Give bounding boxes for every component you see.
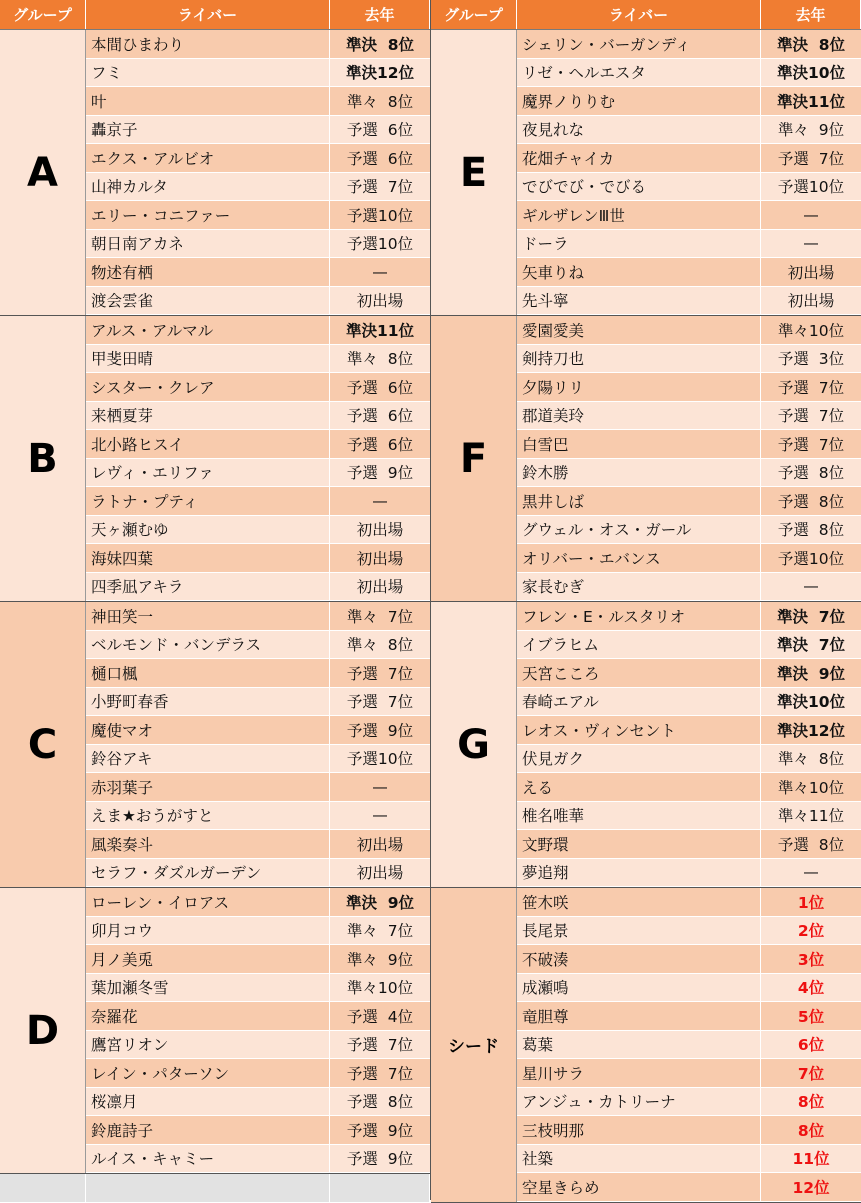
last-year-result: 予選 7位 [330,659,430,687]
last-year-result: 初出場 [330,287,430,315]
last-year-result: 予選 7位 [761,373,861,401]
table-row [517,230,861,259]
liver-name: レオス・ヴィンセント [517,716,761,744]
liver-name: 小野町春香 [86,688,330,716]
last-year-result: 初出場 [761,258,861,286]
last-year-result: 初出場 [330,573,430,601]
table-row [86,430,430,459]
group-rows [86,30,430,315]
header-row-right [431,0,861,30]
table-row [517,402,861,431]
last-year-result: 予選 6位 [330,430,430,458]
table-row [517,287,861,316]
liver-name: 夢追翔 [517,859,761,887]
last-year-result: 初出場 [330,859,430,887]
last-year-result: 予選 6位 [330,116,430,144]
table-row [86,144,430,173]
empty-row [0,1174,430,1202]
liver-name: 黒井しば [517,487,761,515]
last-year-result: 準々10位 [761,316,861,344]
group-rows [86,602,430,887]
table-row [517,144,861,173]
last-year-result: — [761,573,861,601]
table-row [86,487,430,516]
last-year-result: 初出場 [330,516,430,544]
table-row [517,1116,861,1145]
table-row [86,116,430,145]
last-year-result: 準々 7位 [330,602,430,630]
table-row [517,802,861,831]
liver-name: レヴィ・エリファ [86,459,330,487]
liver-name: 本間ひまわり [86,30,330,58]
last-year-result: 予選 7位 [330,1031,430,1059]
liver-name: 神田笑一 [86,602,330,630]
table-row [86,631,430,660]
table-row [86,516,430,545]
liver-name: 北小路ヒスイ [86,430,330,458]
table-row [86,87,430,116]
last-year-result: 予選 7位 [761,402,861,430]
last-year-result: 準決 9位 [330,888,430,916]
right-column [431,0,861,1203]
seed-rank: 7位 [761,1059,861,1087]
table-row [86,1002,430,1031]
liver-name: 朝日南アカネ [86,230,330,258]
liver-name: えま★おうがすと [86,802,330,830]
liver-name: ベルモンド・バンデラス [86,631,330,659]
last-year-result: 準決12位 [761,716,861,744]
table-row [86,459,430,488]
table-row [86,287,430,316]
last-year-result: 予選10位 [761,544,861,572]
liver-name: 海妹四葉 [86,544,330,572]
header-last-year: 去年 [330,0,430,29]
table-row [517,1145,861,1174]
table-row [517,201,861,230]
table-row [86,1088,430,1117]
last-year-result: 準決12位 [330,59,430,87]
table-row [86,544,430,573]
header-liver: ライバー [517,0,761,29]
last-year-result: 予選 7位 [330,1059,430,1087]
table-row [517,116,861,145]
liver-name: 卯月コウ [86,917,330,945]
group-label: E [431,30,517,315]
table-row [86,945,430,974]
liver-name: 伏見ガク [517,745,761,773]
last-year-result: 準々 9位 [330,945,430,973]
liver-name: 天宮こころ [517,659,761,687]
liver-name: でびでび・でびる [517,173,761,201]
table-row [517,59,861,88]
last-year-result: 予選 7位 [330,688,430,716]
liver-name: 魔界ノりりむ [517,87,761,115]
group-label: シード [431,888,517,1202]
group-block [431,888,861,1203]
last-year-result: 予選 6位 [330,144,430,172]
group-block [0,888,430,1174]
liver-name: 月ノ美兎 [86,945,330,973]
last-year-result: 準決 8位 [761,30,861,58]
last-year-result: 準々10位 [330,974,430,1002]
liver-name: リゼ・ヘルエスタ [517,59,761,87]
table-row [517,745,861,774]
group-block [0,316,430,602]
liver-name: 笹木咲 [517,888,761,916]
liver-name: 長尾景 [517,917,761,945]
liver-name: 山神カルタ [86,173,330,201]
table-row [517,1031,861,1060]
last-year-result: — [330,773,430,801]
table-row [86,888,430,917]
seed-rank: 8位 [761,1088,861,1116]
last-year-result: 準決10位 [761,59,861,87]
liver-name: オリバー・エバンス [517,544,761,572]
liver-name: フミ [86,59,330,87]
group-rows [517,316,861,601]
last-year-result: 準々 7位 [330,917,430,945]
table-row [517,1059,861,1088]
seed-rank: 8位 [761,1116,861,1144]
liver-name: グウェル・オス・ガール [517,516,761,544]
last-year-result: 準決11位 [761,87,861,115]
last-year-result: 準決 9位 [761,659,861,687]
liver-name: 先斗寧 [517,287,761,315]
table-row [517,373,861,402]
last-year-result: 予選 9位 [330,1116,430,1144]
table-row [86,659,430,688]
last-year-result: 予選10位 [761,173,861,201]
liver-name: 赤羽葉子 [86,773,330,801]
group-rows [517,888,861,1202]
header-row-left [0,0,430,30]
table-row [517,316,861,345]
group-rows [517,602,861,887]
left-groups [0,30,430,1174]
liver-name: セラフ・ダズルガーデン [86,859,330,887]
last-year-result: 予選 9位 [330,1145,430,1173]
table-row [86,173,430,202]
liver-name: イブラヒム [517,631,761,659]
liver-name: 渡会雲雀 [86,287,330,315]
right-groups [431,30,861,1203]
last-year-result: 予選 7位 [761,144,861,172]
liver-name: フレン・E・ルスタリオ [517,602,761,630]
last-year-result: 予選 7位 [761,430,861,458]
liver-name: エリー・コニファー [86,201,330,229]
last-year-result: 予選 8位 [761,516,861,544]
table-row [517,516,861,545]
last-year-result: 予選10位 [330,745,430,773]
group-block [431,602,861,888]
liver-name: 風楽奏斗 [86,830,330,858]
last-year-result: 準々10位 [761,773,861,801]
liver-name: エクス・アルビオ [86,144,330,172]
table-row [86,345,430,374]
table-row [86,773,430,802]
left-column [0,0,430,1202]
liver-name: える [517,773,761,801]
group-rows [517,30,861,315]
table-row [517,945,861,974]
table-row [86,974,430,1003]
last-year-result: 準決10位 [761,688,861,716]
seed-rank: 4位 [761,974,861,1002]
table-row [517,459,861,488]
liver-name: シェリン・バーガンディ [517,30,761,58]
last-year-result: 予選 8位 [761,830,861,858]
table-row [86,1059,430,1088]
last-year-result: 準決 8位 [330,30,430,58]
table-row [86,859,430,888]
liver-name: 家長むぎ [517,573,761,601]
table-row [517,1088,861,1117]
liver-name: 花畑チャイカ [517,144,761,172]
table-row [86,602,430,631]
last-year-result: — [330,258,430,286]
last-year-result: 予選 8位 [761,459,861,487]
last-year-result: — [330,802,430,830]
group-label: A [0,30,86,315]
last-year-result: 準々 9位 [761,116,861,144]
last-year-result: 準々 8位 [330,87,430,115]
seed-rank: 2位 [761,917,861,945]
table-row [517,888,861,917]
table-row [86,917,430,946]
last-year-result: 予選 9位 [330,459,430,487]
table-row [517,917,861,946]
liver-name: 社築 [517,1145,761,1173]
liver-name: ラトナ・プティ [86,487,330,515]
table-row [86,745,430,774]
table-row [517,688,861,717]
liver-name: 鈴木勝 [517,459,761,487]
table-row [86,802,430,831]
table-row [86,573,430,602]
group-block [431,316,861,602]
table-row [517,544,861,573]
last-year-result: 予選 4位 [330,1002,430,1030]
table-row [517,1173,861,1202]
table-row [86,716,430,745]
group-block [431,30,861,316]
header-group: グループ [431,0,517,29]
liver-name: 不破湊 [517,945,761,973]
liver-name: アルス・アルマル [86,316,330,344]
last-year-result: 初出場 [330,544,430,572]
table-row [86,258,430,287]
group-label: D [0,888,86,1173]
liver-name: 鈴鹿詩子 [86,1116,330,1144]
seed-rank: 11位 [761,1145,861,1173]
last-year-result: 予選 8位 [761,487,861,515]
table-row [517,573,861,602]
liver-name: 成瀬鳴 [517,974,761,1002]
last-year-result: 初出場 [761,287,861,315]
liver-name: 三枝明那 [517,1116,761,1144]
table-row [517,859,861,888]
last-year-result: 予選10位 [330,201,430,229]
group-label: B [0,316,86,601]
group-label: G [431,602,517,887]
header-last-year: 去年 [761,0,861,29]
group-block [0,602,430,888]
liver-name: 天ヶ瀬むゆ [86,516,330,544]
liver-name: 魔使マオ [86,716,330,744]
table-row [517,716,861,745]
table-row [517,830,861,859]
table-row [517,659,861,688]
table-row [86,201,430,230]
liver-name: アンジュ・カトリーナ [517,1088,761,1116]
liver-name: 文野環 [517,830,761,858]
last-year-result: 予選 3位 [761,345,861,373]
liver-name: 白雪巴 [517,430,761,458]
last-year-result: 予選10位 [330,230,430,258]
table-row [86,1116,430,1145]
table-row [86,230,430,259]
group-label: F [431,316,517,601]
liver-name: 物述有栖 [86,258,330,286]
last-year-result: — [761,230,861,258]
liver-name: 桜凛月 [86,1088,330,1116]
table-row [517,602,861,631]
table-row [517,631,861,660]
group-label: C [0,602,86,887]
last-year-result: 準決 7位 [761,631,861,659]
liver-name: 叶 [86,87,330,115]
table-row [517,487,861,516]
last-year-result: 予選 6位 [330,402,430,430]
seed-rank: 1位 [761,888,861,916]
seed-rank: 12位 [761,1173,861,1201]
liver-name: 来栖夏芽 [86,402,330,430]
liver-name: 竜胆尊 [517,1002,761,1030]
table-row [517,430,861,459]
liver-name: 轟京子 [86,116,330,144]
table-row [86,402,430,431]
last-year-result: 準々 8位 [330,631,430,659]
table-row [86,30,430,59]
table-row [86,1145,430,1174]
seed-rank: 5位 [761,1002,861,1030]
liver-name: ギルザレンⅢ世 [517,201,761,229]
liver-name: レイン・パターソン [86,1059,330,1087]
liver-name: 椎名唯華 [517,802,761,830]
seed-rank: 6位 [761,1031,861,1059]
liver-name: 甲斐田晴 [86,345,330,373]
table-row [517,258,861,287]
last-year-result: 予選 9位 [330,716,430,744]
table-row [517,773,861,802]
liver-name: 四季凪アキラ [86,573,330,601]
liver-name: 矢車りね [517,258,761,286]
liver-name: 夕陽リリ [517,373,761,401]
liver-name: ルイス・キャミー [86,1145,330,1173]
liver-name: 樋口楓 [86,659,330,687]
table-row [517,345,861,374]
liver-name: 鈴谷アキ [86,745,330,773]
last-year-result: 準々 8位 [330,345,430,373]
liver-name: 春崎エアル [517,688,761,716]
liver-name: ドーラ [517,230,761,258]
last-year-result: 初出場 [330,830,430,858]
liver-name: 郡道美玲 [517,402,761,430]
liver-name: シスター・クレア [86,373,330,401]
group-rows [86,316,430,601]
table-row [86,1031,430,1060]
table-row [86,316,430,345]
table-row [86,688,430,717]
table-row [86,59,430,88]
liver-name: ローレン・イロアス [86,888,330,916]
table-row [517,173,861,202]
liver-name: 空星きらめ [517,1173,761,1201]
last-year-result: 準々11位 [761,802,861,830]
liver-name: 愛園愛美 [517,316,761,344]
header-liver: ライバー [86,0,330,29]
last-year-result: 準決 7位 [761,602,861,630]
last-year-result: 予選 7位 [330,173,430,201]
last-year-result: 予選 6位 [330,373,430,401]
last-year-result: 予選 8位 [330,1088,430,1116]
table-row [517,87,861,116]
table-row [517,1002,861,1031]
table-row [517,30,861,59]
header-group: グループ [0,0,86,29]
table-row [517,974,861,1003]
liver-name: 剣持刀也 [517,345,761,373]
last-year-result: — [761,859,861,887]
last-year-result: — [330,487,430,515]
group-rows [86,888,430,1173]
liver-name: 奈羅花 [86,1002,330,1030]
liver-name: 葉加瀬冬雪 [86,974,330,1002]
last-year-result: 準決11位 [330,316,430,344]
group-block [0,30,430,316]
last-year-result: — [761,201,861,229]
table-row [86,373,430,402]
liver-name: 葛葉 [517,1031,761,1059]
liver-name: 鷹宮リオン [86,1031,330,1059]
seed-rank: 3位 [761,945,861,973]
last-year-result: 準々 8位 [761,745,861,773]
liver-name: 夜見れな [517,116,761,144]
table-row [86,830,430,859]
liver-name: 星川サラ [517,1059,761,1087]
